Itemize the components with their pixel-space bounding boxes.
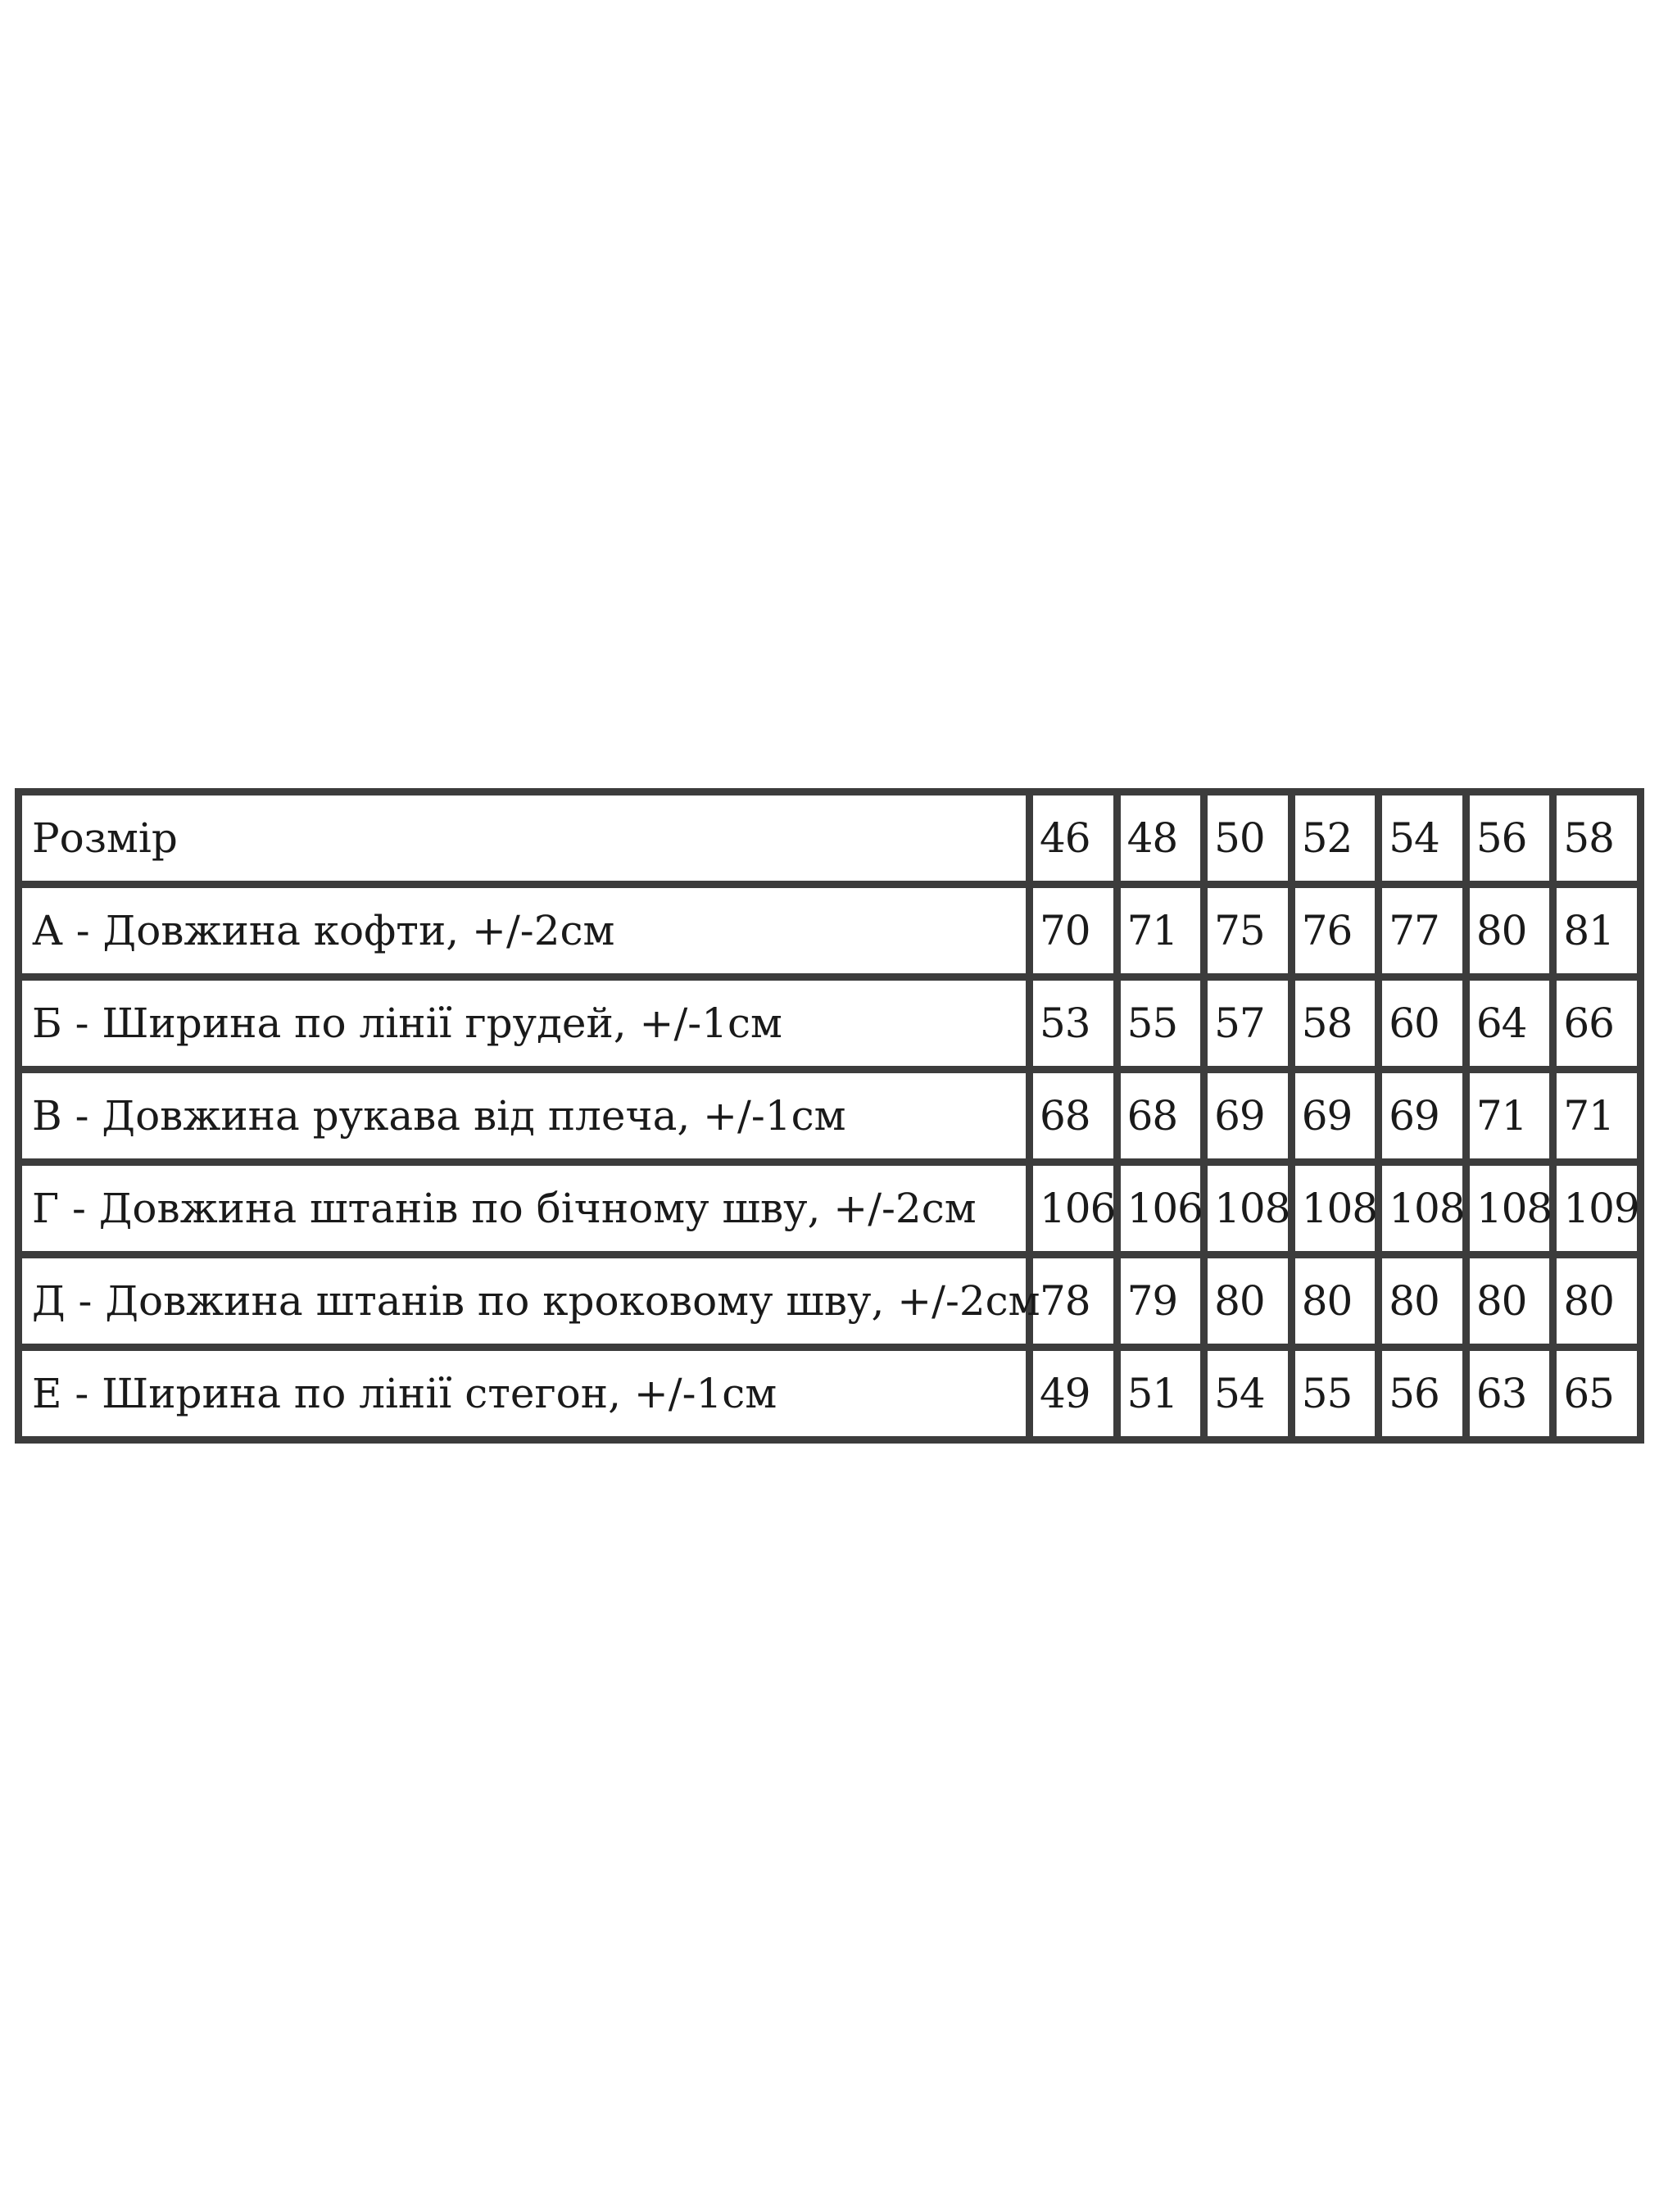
- size-header-cell: 56: [1466, 792, 1553, 885]
- size-chart-body: [19, 792, 1641, 1440]
- value-cell: 56: [1379, 1348, 1466, 1440]
- size-header-cell: 58: [1553, 792, 1641, 885]
- table-row: [19, 1163, 1641, 1255]
- value-cell: 80: [1466, 1255, 1553, 1348]
- row-label-cell: А - Довжина кофти, +/-2см: [19, 885, 1030, 977]
- table-row: [19, 1255, 1641, 1348]
- value-cell: 63: [1466, 1348, 1553, 1440]
- value-cell: 108: [1466, 1163, 1553, 1255]
- value-cell: 69: [1291, 1070, 1379, 1163]
- value-cell: 53: [1030, 977, 1117, 1070]
- value-cell: 75: [1204, 885, 1292, 977]
- value-cell: 71: [1117, 885, 1204, 977]
- value-cell: 77: [1379, 885, 1466, 977]
- value-cell: 51: [1117, 1348, 1204, 1440]
- header-label-cell: Розмір: [19, 792, 1030, 885]
- value-cell: 109: [1553, 1163, 1641, 1255]
- row-label-cell: Е - Ширина по лінії стегон, +/-1см: [19, 1348, 1030, 1440]
- value-cell: 66: [1553, 977, 1641, 1070]
- value-cell: 80: [1466, 885, 1553, 977]
- value-cell: 80: [1291, 1255, 1379, 1348]
- size-header-cell: 48: [1117, 792, 1204, 885]
- value-cell: 71: [1553, 1070, 1641, 1163]
- value-cell: 71: [1466, 1070, 1553, 1163]
- value-cell: 68: [1030, 1070, 1117, 1163]
- value-cell: 81: [1553, 885, 1641, 977]
- value-cell: 69: [1204, 1070, 1292, 1163]
- value-cell: 79: [1117, 1255, 1204, 1348]
- table-row: [19, 885, 1641, 977]
- row-label-cell: Б - Ширина по лінії грудей, +/-1см: [19, 977, 1030, 1070]
- row-label-cell: Г - Довжина штанів по бічному шву, +/-2см: [19, 1163, 1030, 1255]
- value-cell: 80: [1204, 1255, 1292, 1348]
- row-label-cell: Д - Довжина штанів по кроковому шву, +/-2см: [19, 1255, 1030, 1348]
- value-cell: 64: [1466, 977, 1553, 1070]
- value-cell: 60: [1379, 977, 1466, 1070]
- table-row: [19, 1348, 1641, 1440]
- value-cell: 58: [1291, 977, 1379, 1070]
- value-cell: 80: [1379, 1255, 1466, 1348]
- value-cell: 55: [1117, 977, 1204, 1070]
- value-cell: 78: [1030, 1255, 1117, 1348]
- row-label-cell: В - Довжина рукава від плеча, +/-1см: [19, 1070, 1030, 1163]
- value-cell: 108: [1291, 1163, 1379, 1255]
- value-cell: 70: [1030, 885, 1117, 977]
- table-row: [19, 977, 1641, 1070]
- value-cell: 108: [1379, 1163, 1466, 1255]
- value-cell: 68: [1117, 1070, 1204, 1163]
- size-chart-table: [15, 788, 1644, 1444]
- value-cell: 55: [1291, 1348, 1379, 1440]
- value-cell: 108: [1204, 1163, 1292, 1255]
- size-header-cell: 50: [1204, 792, 1292, 885]
- header-row: [19, 792, 1641, 885]
- size-header-cell: 54: [1379, 792, 1466, 885]
- table-row: [19, 1070, 1641, 1163]
- size-header-cell: 46: [1030, 792, 1117, 885]
- value-cell: 69: [1379, 1070, 1466, 1163]
- size-header-cell: 52: [1291, 792, 1379, 885]
- value-cell: 106: [1117, 1163, 1204, 1255]
- value-cell: 80: [1553, 1255, 1641, 1348]
- value-cell: 65: [1553, 1348, 1641, 1440]
- value-cell: 54: [1204, 1348, 1292, 1440]
- value-cell: 106: [1030, 1163, 1117, 1255]
- value-cell: 49: [1030, 1348, 1117, 1440]
- value-cell: 76: [1291, 885, 1379, 977]
- value-cell: 57: [1204, 977, 1292, 1070]
